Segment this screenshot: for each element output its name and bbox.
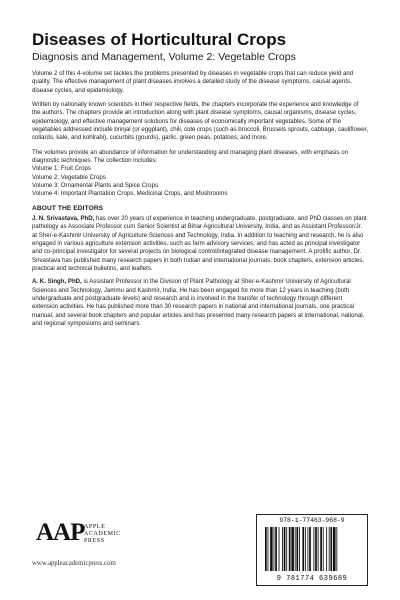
- barcode-bar: [315, 527, 317, 571]
- barcode-bar: [274, 527, 275, 571]
- barcode-bar: [305, 527, 306, 571]
- aap-logo-icon: AAP: [36, 519, 85, 546]
- volume-item-3: Volume 3: Ornamental Plants and Spice Crops: [32, 182, 159, 190]
- editor-singh: [32, 278, 368, 328]
- barcode-bar: [284, 527, 286, 571]
- editor-name: A. K. Singh, PhD,: [32, 278, 82, 286]
- barcode-bar: [270, 527, 273, 571]
- barcode-bar: [268, 527, 269, 571]
- publisher-website: www.appleacademicpress.com: [32, 560, 116, 567]
- editor-bio: [32, 215, 368, 273]
- publisher-logo: [36, 518, 186, 560]
- barcode-bar: [295, 527, 296, 571]
- editor-bio-text: is Assistant Professor in the Division of Plant Pathology at Sher-e-Kashmir University of Agricultural Sciences and Technology, Jammu and Kashmir, India. He has been engaged for more than 12 years in teaching (both undergraduate and postgraduate levels) and research and is involved in the transfer of technology through different extension activities. He has published more than 30 research papers in national and international journals, one practical manual, and several book chapters and popular articles and has presented many research papers at international, national, and regional symposiums and seminars.: [32, 278, 365, 327]
- barcode-bar: [289, 527, 291, 571]
- barcode-bar: [333, 527, 336, 571]
- barcode-bar: [313, 527, 314, 571]
- barcode-bar: [275, 527, 277, 571]
- barcode-bar: [282, 527, 283, 571]
- editor-srivastava: [32, 215, 368, 273]
- volume-list: [32, 165, 368, 198]
- barcode-bar: [308, 527, 309, 571]
- barcode-bar: [320, 527, 322, 571]
- book-title: Diseases of Horticultural Crops: [32, 30, 287, 49]
- isbn-barcode: [256, 514, 368, 586]
- barcode-bar: [318, 527, 319, 571]
- isbn-digits: 9 781774 639689: [276, 575, 348, 583]
- barcode-bar: [336, 527, 337, 571]
- barcode-bar: [330, 527, 332, 571]
- editors-heading: ABOUT THE EDITORS: [32, 204, 104, 212]
- description-paragraph-2: Written by nationally known scientists in their respective fields, the chapters incorporate the experience and knowledge of the authors. The chapters provide an introduction along with plant disease symptoms, causal organisms, disease cycles, epidemiology, and effective management solutions for diseases of economically important vegetables. Some of the vegetables addressed include brinjal (or eggplant), chili, cole crops (such as broccoli, Brussels sprouts, cabbage, cauliflower, collards, kale, and kohlrabi), cucurbits (gourds), garlic, green peas, potatoes, and more.: [32, 101, 369, 142]
- editor-bio: [32, 278, 368, 328]
- barcode-bar: [296, 527, 298, 571]
- barcode-bar: [265, 527, 267, 571]
- barcode-bar: [309, 527, 311, 571]
- description-paragraph-1: Volume 2 of this 4-volume set tackles the problems presented by diseases in vegetable crops that can reduce yield and quality. The effective management of plant diseases involves a detailed study of the disease symptoms, causal agents, disease cycles, and epidemiology.: [32, 70, 354, 94]
- barcode-bar: [326, 527, 327, 571]
- volume-item-1: Volume 1: Fruit Crops: [32, 165, 91, 173]
- barcode-bar: [279, 527, 280, 571]
- barcode-bar: [302, 527, 304, 571]
- publisher-name: APPLE ACADEMIC PRESS: [84, 524, 121, 544]
- barcode-icon: [265, 527, 359, 571]
- volume-item-4: Volume 4: Important Plantation Crops, Medicinal Crops, and Mushrooms: [32, 190, 228, 198]
- barcode-bar: [299, 527, 300, 571]
- editor-bio-text: has over 20 years of experience in teaching undergraduate, postgraduate, and PhD classes on plant pathology as Associate Professor cum Senior Scientist at Bihar Agricultural University, India, and as Assistant Professor/Jr. at Sher-e-Kashmir University of Agriculture Sciences and Technology, India. In addition to teaching and research, he is also engaged in various agriculture extension activities, such as farm advisory services, and has acted as principal investigator and co-principal investigator for several projects on biological control/integrated disease management. A prolific author, Dr. Srivastava has published many research papers in both Indian and international journals, book chapters, extension articles, practical and technical bulletins, and leaflets.: [32, 214, 367, 272]
- cover-footer: [32, 518, 368, 588]
- barcode-bar: [323, 527, 324, 571]
- barcode-bar: [329, 527, 330, 571]
- barcode-bar: [291, 527, 294, 571]
- isbn-number: 978-1-77463-968-9: [279, 517, 345, 524]
- volume-item-2: Volume 2: Vegetable Crops: [32, 173, 106, 181]
- volumes-intro: The volumes provide an abundance of information for understanding and managing plant diseases, with emphasis on diagnostic techniques. The collection includes:: [32, 148, 349, 165]
- editor-name: J. N. Srivastava, PhD,: [32, 214, 95, 222]
- book-subtitle: Diagnosis and Management, Volume 2: Vegetable Crops: [32, 51, 296, 63]
- barcode-bar: [286, 527, 287, 571]
